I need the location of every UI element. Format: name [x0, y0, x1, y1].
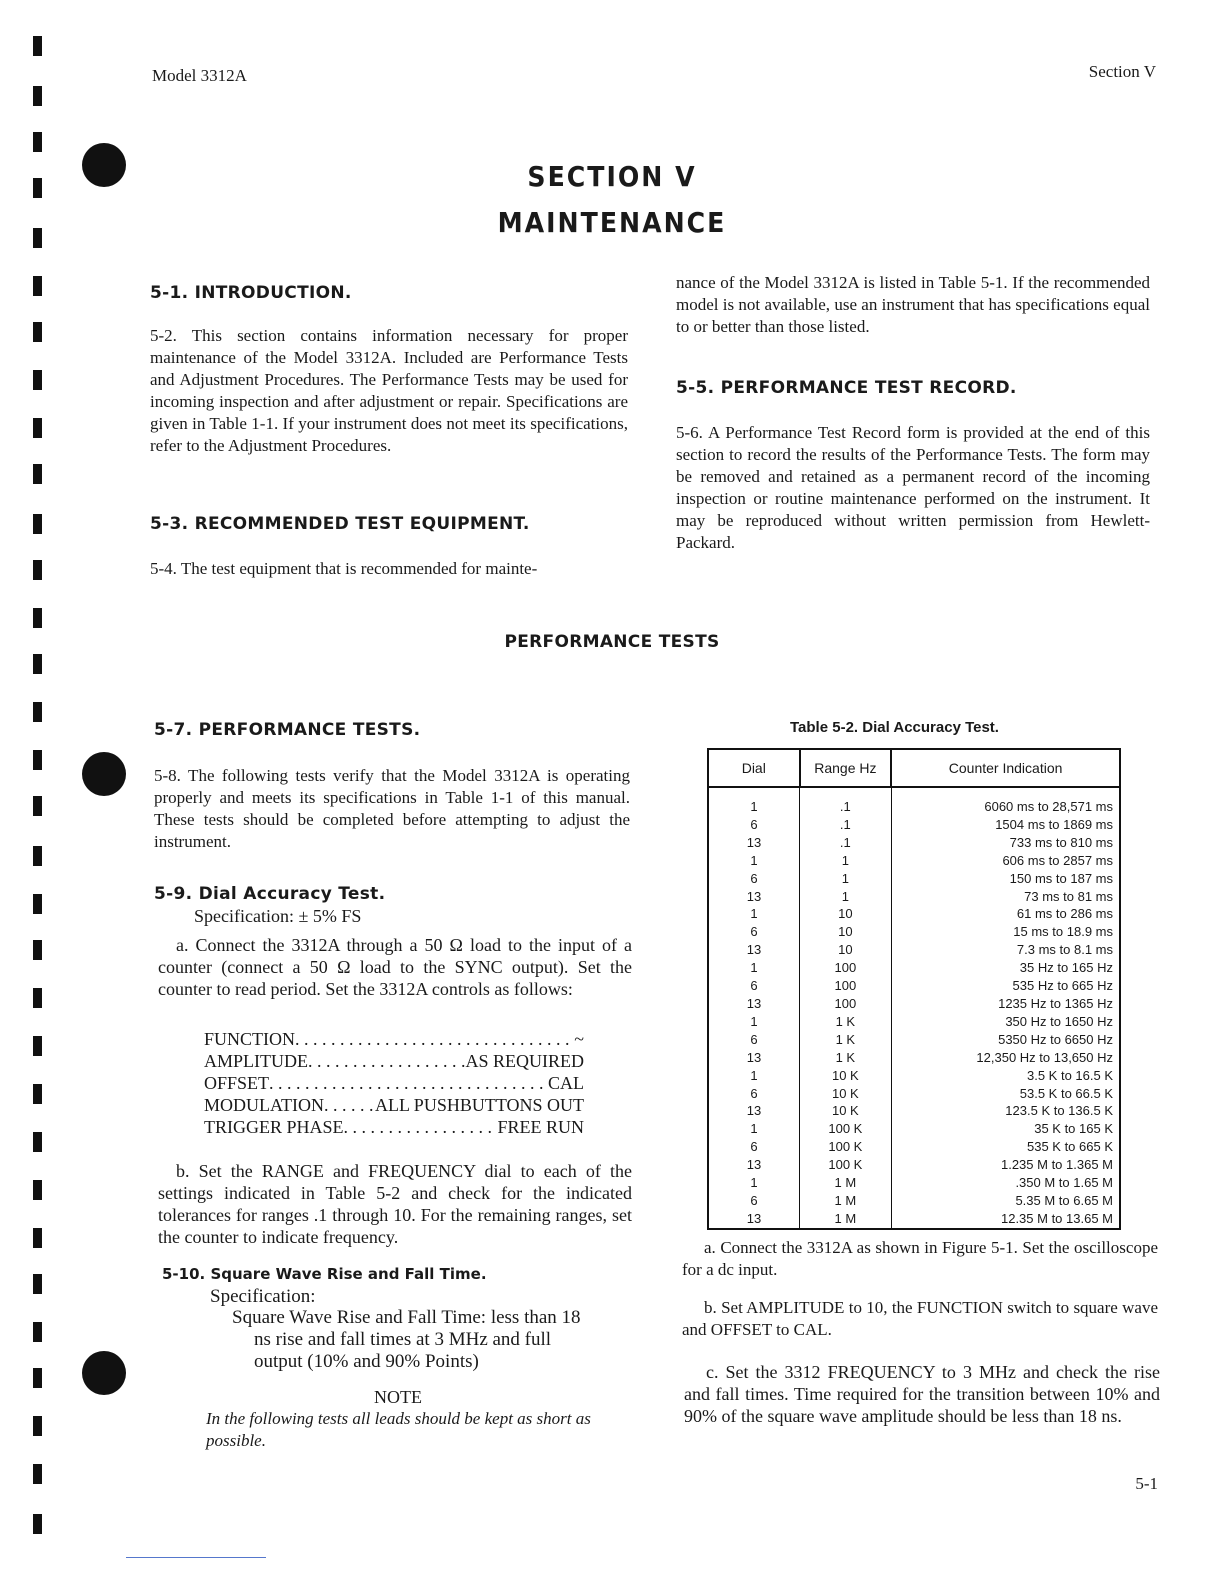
table-row — [708, 834, 1120, 852]
table-row — [708, 1210, 1120, 1229]
table-row — [708, 1085, 1120, 1103]
binder-mark — [33, 1322, 42, 1342]
counter-cell: 1235 Hz to 1365 Hz — [891, 995, 1120, 1013]
table-row — [708, 1031, 1120, 1049]
dial-accuracy-table — [707, 748, 1121, 1230]
range-cell: .1 — [800, 816, 892, 834]
counter-cell: 35 K to 165 K — [891, 1120, 1120, 1138]
dial-cell: 6 — [708, 870, 800, 888]
counter-cell: 7.3 ms to 8.1 ms — [891, 941, 1120, 959]
setting-row — [204, 1072, 584, 1094]
dial-cell: 6 — [708, 977, 800, 995]
dial-cell: 1 — [708, 1067, 800, 1085]
range-cell: .1 — [800, 834, 892, 852]
setting-value: FREE RUN — [497, 1117, 584, 1137]
setting-row — [204, 1094, 584, 1116]
counter-cell: 535 K to 665 K — [891, 1138, 1120, 1156]
counter-cell: 150 ms to 187 ms — [891, 870, 1120, 888]
binder-mark — [33, 1084, 42, 1104]
dial-cell: 13 — [708, 995, 800, 1013]
range-cell: 1 — [800, 888, 892, 906]
setting-label: OFFSET — [204, 1073, 270, 1093]
binder-mark — [33, 276, 42, 296]
dot-leader — [295, 1028, 574, 1050]
table-row — [708, 1138, 1120, 1156]
counter-cell: 123.5 K to 136.5 K — [891, 1102, 1120, 1120]
table-row — [708, 1156, 1120, 1174]
counter-cell: .350 M to 1.65 M — [891, 1174, 1120, 1192]
counter-cell: 1.235 M to 1.365 M — [891, 1156, 1120, 1174]
table-row — [708, 959, 1120, 977]
counter-cell: 35 Hz to 165 Hz — [891, 959, 1120, 977]
setting-value: AS REQUIRED — [465, 1051, 584, 1071]
sq-step-a: a. Connect the 3312A as shown in Figure 5-1. Set the oscilloscope for a dc input. — [682, 1238, 1158, 1279]
counter-cell: 350 Hz to 1650 Hz — [891, 1013, 1120, 1031]
counter-cell: 3.5 K to 16.5 K — [891, 1067, 1120, 1085]
ptr-paragraph: 5-6. A Performance Test Record form is provided at the end of this section to record the results of the Performance Tests. The form may be removed and retained as a permanent record of the incoming inspection or routine maintenance performed on the instrument. It may be reproduced without written permission from Hewlett-Packard. — [676, 423, 1150, 552]
setting-label: FUNCTION — [204, 1029, 296, 1049]
table-row — [708, 1174, 1120, 1192]
table-row — [708, 923, 1120, 941]
rte-paragraph-continued: nance of the Model 3312A is listed in Table 5-1. If the recommended model is not available, use an instrument that has specifications equal to or better than those listed. — [676, 273, 1150, 336]
range-cell: 1 K — [800, 1013, 892, 1031]
binder-mark — [33, 988, 42, 1008]
table-row — [708, 816, 1120, 834]
counter-cell: 5350 Hz to 6650 Hz — [891, 1031, 1120, 1049]
pt-heading: 5-7. PERFORMANCE TESTS. — [154, 720, 421, 740]
dial-cell: 6 — [708, 923, 800, 941]
binder-mark — [33, 1464, 42, 1484]
counter-cell: 5.35 M to 6.65 M — [891, 1192, 1120, 1210]
table-row — [708, 1049, 1120, 1067]
range-cell: 100 K — [800, 1120, 892, 1138]
binder-mark — [33, 894, 42, 914]
setting-label: MODULATION — [204, 1095, 324, 1115]
intro-heading: 5-1. INTRODUCTION. — [150, 283, 352, 303]
dot-leader — [269, 1072, 548, 1094]
table-row — [708, 787, 1120, 816]
setting-value: CAL — [548, 1073, 584, 1093]
binder-mark — [33, 36, 42, 56]
binder-mark — [33, 514, 42, 534]
binder-mark — [33, 796, 42, 816]
rte-paragraph-start: 5-4. The test equipment that is recommended for mainte- — [150, 559, 538, 578]
note-label: NOTE — [374, 1387, 422, 1407]
binder-mark — [33, 750, 42, 770]
range-cell: 100 K — [800, 1138, 892, 1156]
setting-label: AMPLITUDE — [204, 1051, 308, 1071]
dial-cell: 1 — [708, 1013, 800, 1031]
range-cell: .1 — [800, 787, 892, 816]
binder-mark — [33, 132, 42, 152]
range-cell: 10 — [800, 923, 892, 941]
column-header: Range Hz — [800, 749, 892, 787]
counter-cell: 733 ms to 810 ms — [891, 834, 1120, 852]
binder-mark — [33, 464, 42, 484]
rte-heading: 5-3. RECOMMENDED TEST EQUIPMENT. — [150, 514, 530, 534]
binder-mark — [33, 418, 42, 438]
range-cell: 1 K — [800, 1049, 892, 1067]
counter-cell: 12,350 Hz to 13,650 Hz — [891, 1049, 1120, 1067]
dial-cell: 6 — [708, 1031, 800, 1049]
dial-cell: 6 — [708, 1085, 800, 1103]
dial-cell: 6 — [708, 816, 800, 834]
binder-mark — [33, 1132, 42, 1152]
table-row — [708, 870, 1120, 888]
punch-hole — [82, 752, 126, 796]
table-row — [708, 995, 1120, 1013]
dial-cell: 1 — [708, 1120, 800, 1138]
column-header: Dial — [708, 749, 800, 787]
table-row — [708, 852, 1120, 870]
dot-leader — [344, 1116, 498, 1138]
dial-cell: 13 — [708, 1156, 800, 1174]
binder-mark — [33, 322, 42, 342]
dial-cell: 1 — [708, 959, 800, 977]
table-row — [708, 1192, 1120, 1210]
counter-cell: 53.5 K to 66.5 K — [891, 1085, 1120, 1103]
performance-tests-banner: PERFORMANCE TESTS — [504, 632, 720, 652]
header-section: Section V — [1088, 62, 1156, 81]
control-settings — [204, 1028, 584, 1138]
counter-cell: 1504 ms to 1869 ms — [891, 816, 1120, 834]
binder-mark — [33, 1274, 42, 1294]
binder-mark — [33, 86, 42, 106]
pt-paragraph: 5-8. The following tests verify that the Model 3312A is operating properly and meets its specifications in Table 1-1 of this manual. These tests should be completed before attempting to adjust the instrument. — [154, 766, 630, 851]
binder-mark — [33, 1180, 42, 1200]
square-wave-spec-label: Specification: — [210, 1286, 316, 1307]
range-cell: 1 M — [800, 1174, 892, 1192]
range-cell: 100 — [800, 959, 892, 977]
dial-cell: 13 — [708, 941, 800, 959]
table-row — [708, 941, 1120, 959]
table-row — [708, 888, 1120, 906]
table-row — [708, 1013, 1120, 1031]
table-caption: Table 5-2. Dial Accuracy Test. — [790, 719, 999, 736]
sq-step-b: b. Set AMPLITUDE to 10, the FUNCTION switch to square wave and OFFSET to CAL. — [682, 1298, 1158, 1339]
counter-cell: 61 ms to 286 ms — [891, 905, 1120, 923]
counter-cell: 12.35 M to 13.65 M — [891, 1210, 1120, 1229]
range-cell: 1 — [800, 852, 892, 870]
binder-mark — [33, 1514, 42, 1534]
header-model: Model 3312A — [152, 66, 247, 85]
dial-cell: 13 — [708, 1210, 800, 1229]
table-header-row — [708, 749, 1120, 787]
dial-cell: 13 — [708, 888, 800, 906]
divider-line — [126, 1557, 266, 1558]
punch-hole — [82, 1351, 126, 1395]
binder-mark — [33, 560, 42, 580]
square-wave-spec-line: ns rise and fall times at 3 MHz and full — [254, 1329, 552, 1350]
range-cell: 10 K — [800, 1085, 892, 1103]
page-subtitle: MAINTENANCE — [497, 206, 727, 239]
dial-cell: 1 — [708, 1174, 800, 1192]
range-cell: 1 — [800, 870, 892, 888]
setting-row — [204, 1050, 584, 1072]
range-cell: 1 K — [800, 1031, 892, 1049]
setting-label: TRIGGER PHASE — [204, 1117, 344, 1137]
counter-cell: 606 ms to 2857 ms — [891, 852, 1120, 870]
range-cell: 1 M — [800, 1210, 892, 1229]
dot-leader — [308, 1050, 465, 1072]
dial-cell: 1 — [708, 852, 800, 870]
dial-step-b: b. Set the RANGE and FREQUENCY dial to each of the settings indicated in Table 5-2 and check for the indicated tolerances for ranges .1 through 10. For the remaining ranges, set the counter to indicate frequency. — [158, 1161, 632, 1247]
setting-value: ~ — [574, 1029, 584, 1049]
binder-mark — [33, 1416, 42, 1436]
binder-mark — [33, 654, 42, 674]
binder-mark — [33, 940, 42, 960]
table-row — [708, 1102, 1120, 1120]
square-wave-spec-line: output (10% and 90% Points) — [254, 1351, 479, 1372]
dial-step-a: a. Connect the 3312A through a 50 Ω load to the input of a counter (connect a 50 Ω load to the SYNC output). Set the counter to read period. Set the 3312A controls as follows: — [158, 935, 632, 999]
range-cell: 10 — [800, 941, 892, 959]
range-cell: 1 M — [800, 1192, 892, 1210]
table-row — [708, 977, 1120, 995]
column-header: Counter Indication — [891, 749, 1120, 787]
ptr-heading: 5-5. PERFORMANCE TEST RECORD. — [676, 378, 1017, 398]
range-cell: 100 K — [800, 1156, 892, 1174]
sq-step-c: c. Set the 3312 FREQUENCY to 3 MHz and check the rise and fall times. Time required for the transition between 10% and 90% of the square wave amplitude should be less than 18 ns. — [684, 1362, 1160, 1426]
binder-mark — [33, 1036, 42, 1056]
dial-cell: 6 — [708, 1192, 800, 1210]
square-wave-spec-line: Square Wave Rise and Fall Time: less than 18 — [232, 1307, 581, 1328]
intro-paragraph: 5-2. This section contains information necessary for proper maintenance of the Model 3312A. Included are Performance Tests and Adjustment Procedures. The Performance Tests may be used for incoming inspection and after adjustment or repair. Specifications are given in Table 1-1. If your instrument does not meet its specifications, refer to the Adjustment Procedures. — [150, 326, 628, 455]
dial-cell: 1 — [708, 787, 800, 816]
binder-mark — [33, 370, 42, 390]
dial-heading: 5-9. Dial Accuracy Test. — [154, 884, 386, 904]
table-row — [708, 1067, 1120, 1085]
range-cell: 10 K — [800, 1067, 892, 1085]
binder-mark — [33, 1368, 42, 1388]
dial-cell: 13 — [708, 1049, 800, 1067]
binder-mark — [33, 1228, 42, 1248]
dial-cell: 13 — [708, 1102, 800, 1120]
table-row — [708, 1120, 1120, 1138]
table-row — [708, 905, 1120, 923]
range-cell: 10 K — [800, 1102, 892, 1120]
dial-cell: 13 — [708, 834, 800, 852]
range-cell: 100 — [800, 977, 892, 995]
dial-spec: Specification: ± 5% FS — [194, 906, 362, 926]
counter-cell: 535 Hz to 665 Hz — [891, 977, 1120, 995]
note-text: In the following tests all leads should be kept as short as possible. — [206, 1409, 591, 1450]
binder-mark — [33, 702, 42, 722]
page-number: 5-1 — [1135, 1474, 1158, 1493]
binder-mark — [33, 846, 42, 866]
binder-mark — [33, 608, 42, 628]
dial-cell: 6 — [708, 1138, 800, 1156]
dot-leader — [324, 1094, 375, 1116]
range-cell: 100 — [800, 995, 892, 1013]
setting-row — [204, 1028, 584, 1050]
setting-row — [204, 1116, 584, 1138]
page-title: SECTION V — [527, 160, 697, 193]
setting-value: ALL PUSHBUTTONS OUT — [374, 1095, 584, 1115]
counter-cell: 15 ms to 18.9 ms — [891, 923, 1120, 941]
square-wave-heading: 5-10. Square Wave Rise and Fall Time. — [162, 1265, 487, 1283]
counter-cell: 73 ms to 81 ms — [891, 888, 1120, 906]
range-cell: 10 — [800, 905, 892, 923]
counter-cell: 6060 ms to 28,571 ms — [891, 787, 1120, 816]
dial-cell: 1 — [708, 905, 800, 923]
